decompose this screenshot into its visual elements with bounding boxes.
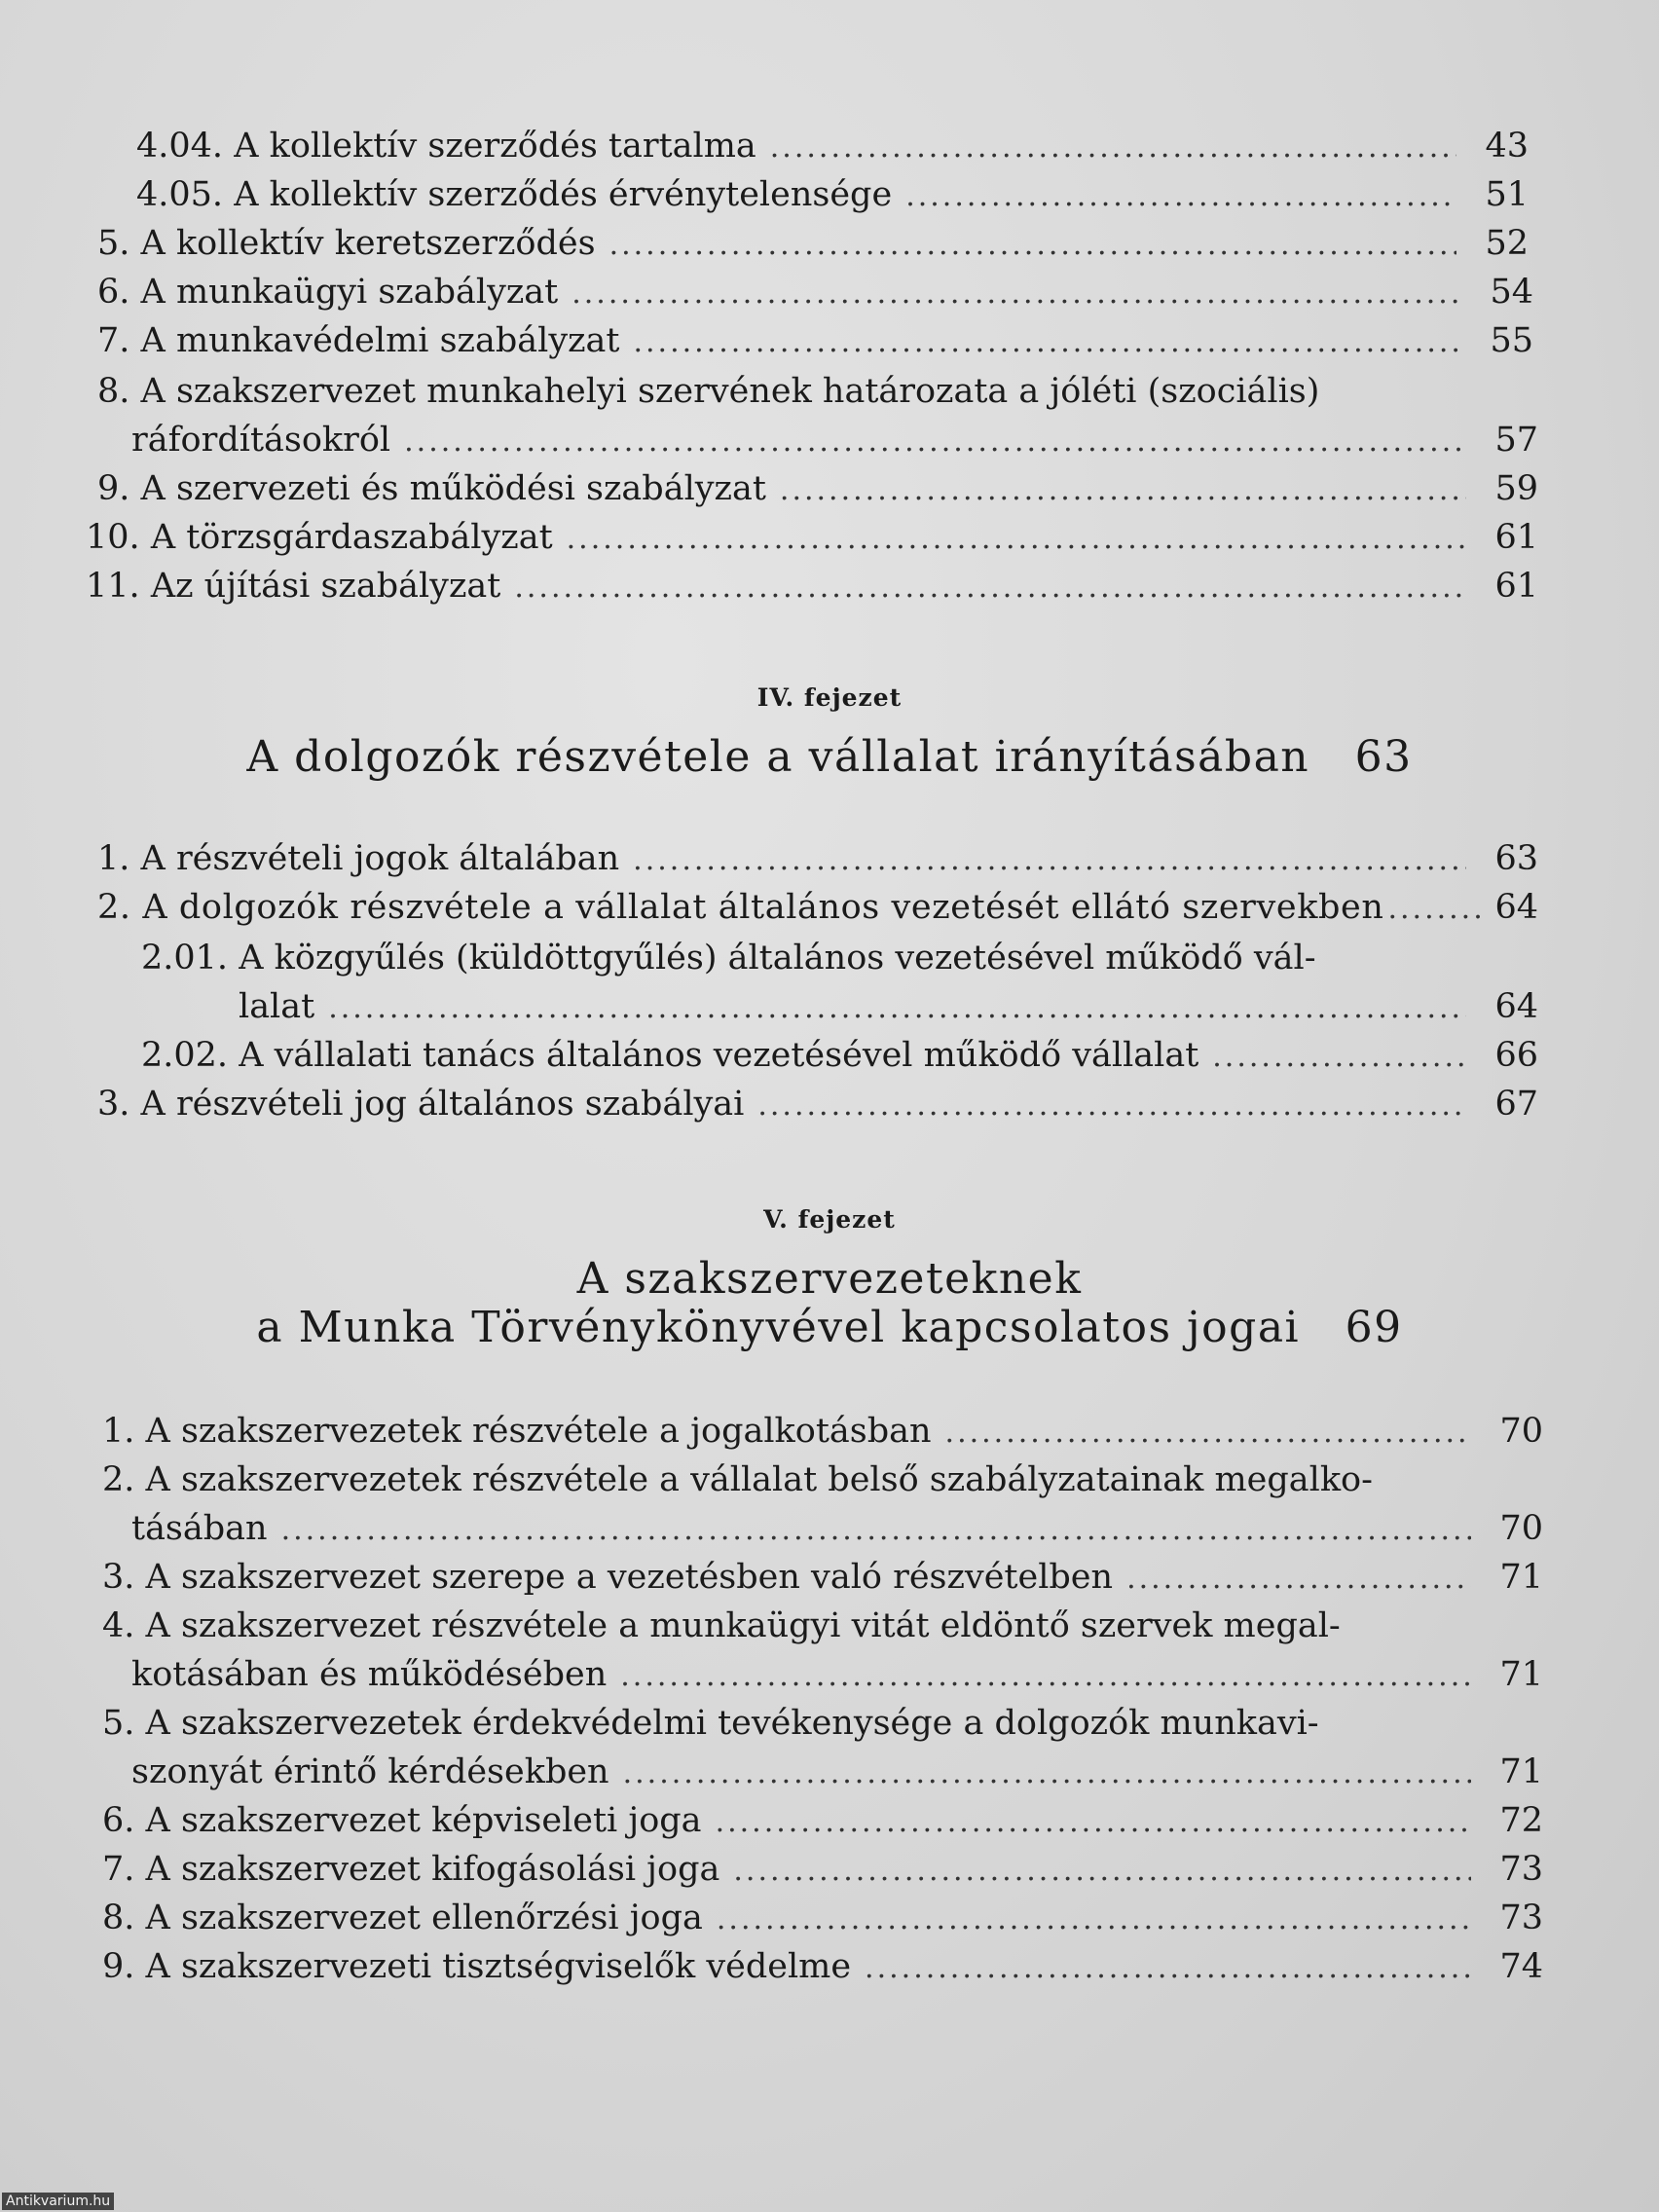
toc-entry: 7. A munkavédelmi szabályzat ..... 55 <box>97 321 1533 360</box>
toc-entry: 8. A szakszervezet ellenőrzési joga ..... 73 <box>102 1899 1543 1937</box>
toc-entry: 3. A részvételi jog általános szabályai ..... 67 <box>97 1085 1538 1124</box>
watermark: Antikvarium.hu <box>2 2193 114 2210</box>
toc-entry: 10. A törzsgárdaszabályzat ..... 61 <box>86 518 1538 557</box>
toc-entry: 4.05. A kollektív szerződés érvénytelensége ..... 51 <box>136 175 1529 214</box>
toc-entry: 4.04. A kollektív szerződés tartalma ..... 43 <box>136 127 1529 166</box>
chapter-title-line2: a Munka Törvénykönyvével kapcsolatos jogai 69 <box>256 1303 1403 1352</box>
toc-entry: 7. A szakszervezet kifogásolási joga ..... 73 <box>102 1850 1543 1889</box>
toc-entry: ráfordításokról ..... 57 <box>131 421 1538 460</box>
toc-entry: kotásában és működésében ..... 71 <box>131 1655 1543 1694</box>
toc-entry-line: 2. A szakszervezetek részvétele a vállalat belső szabályzatainak megalko- <box>102 1460 1373 1499</box>
toc-entry: 9. A szervezeti és működési szabályzat ..... 59 <box>97 469 1538 508</box>
toc-entry: 2. A dolgozók részvétele a vállalat általános vezetését ellátó szervekben ..... 64 <box>97 888 1538 927</box>
toc-entry-line: 5. A szakszervezetek érdekvédelmi tevékenysége a dolgozók munkavi- <box>102 1704 1319 1743</box>
chapter-label: V. fejezet <box>763 1205 896 1234</box>
chapter-title: A dolgozók részvétele a vállalat irányításában 63 <box>246 732 1413 782</box>
toc-entry: 9. A szakszervezeti tisztségviselők védelme ..... 74 <box>102 1947 1543 1986</box>
toc-entry: 5. A kollektív keretszerződés ..... 52 <box>97 224 1529 263</box>
toc-entry-line: 8. A szakszervezet munkahelyi szervének határozata a jóléti (szociális) <box>97 372 1320 411</box>
toc-entry: 6. A munkaügyi szabályzat ..... 54 <box>97 273 1533 312</box>
toc-entry: 3. A szakszervezet szerepe a vezetésben való részvételben ..... 71 <box>102 1558 1543 1597</box>
toc-entry: 6. A szakszervezet képviseleti joga ..... 72 <box>102 1801 1543 1840</box>
toc-entry: 2.02. A vállalati tanács általános vezetésével működő vállalat ..... 66 <box>141 1036 1538 1075</box>
toc-entry: tásában ..... 70 <box>131 1509 1543 1548</box>
toc-entry: 1. A részvételi jogok általában ..... 63 <box>97 839 1538 878</box>
toc-entry-line: 4. A szakszervezet részvétele a munkaügyi vitát eldöntő szervek megal- <box>102 1606 1341 1645</box>
toc-entry: lalat ..... 64 <box>239 987 1538 1026</box>
chapter-label: IV. fejezet <box>756 683 903 712</box>
toc-entry: 11. Az újítási szabályzat ..... 61 <box>86 567 1538 606</box>
chapter-title-line1: A szakszervezeteknek <box>576 1254 1083 1304</box>
toc-entry-line: 2.01. A közgyűlés (küldöttgyűlés) általános vezetésével működő vál- <box>141 939 1316 977</box>
toc-entry: 1. A szakszervezetek részvétele a jogalkotásban ..... 70 <box>102 1412 1543 1451</box>
toc-entry: szonyát érintő kérdésekben ..... 71 <box>131 1752 1543 1791</box>
